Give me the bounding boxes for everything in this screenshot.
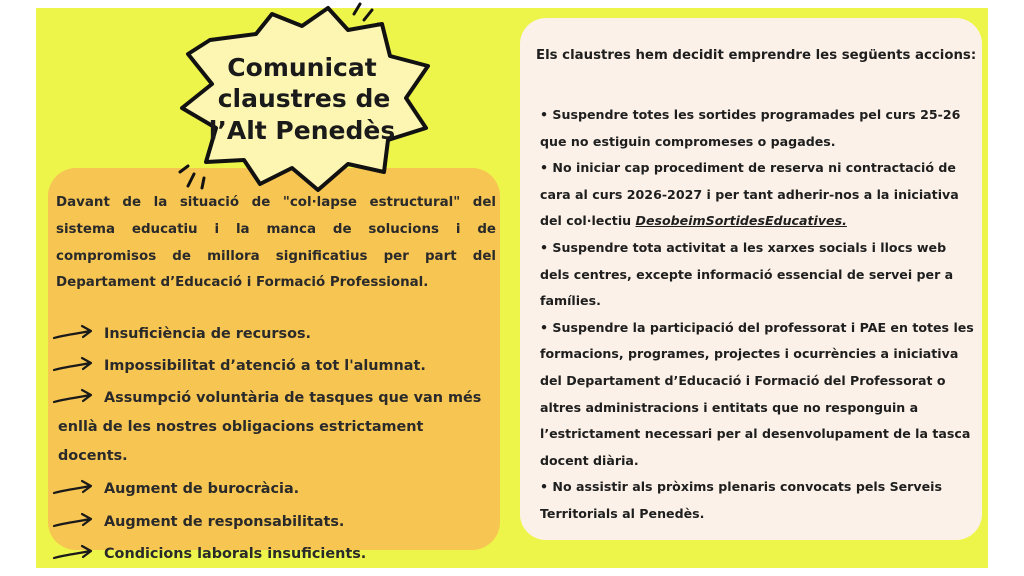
hand-drawn-arrow-icon <box>52 387 96 409</box>
action-item <box>540 315 976 475</box>
action-item <box>540 235 976 315</box>
badge-title-line-2: claustres de <box>217 84 391 113</box>
grievance-text: Insuficiència de recursos. <box>104 326 312 342</box>
hand-drawn-arrow-icon <box>52 323 96 345</box>
grievance-item <box>50 350 496 382</box>
action-text: • No iniciar cap procediment de reserva ni contractació de cara al curs 2026-2027 i per tant adherir-nos a la iniciativa del col·lectiu <box>540 160 959 229</box>
action-text: • Suspendre tota activitat a les xarxes socials i llocs web dels centres, excepte informació essencial de servei per a famílies. <box>540 239 954 309</box>
grievance-list <box>50 318 496 570</box>
action-text: • Suspendre la participació del professorat i PAE en totes les formacions, programes, projectes i ocurrències a iniciativa del Departament d’Educació i Formació del Professorat o altres administracions i entitats que no responguin a l’estrictament necessari per al desenvolupament de la tasca docent diària. <box>540 319 974 468</box>
action-text: • Suspendre totes les sortides programades pel curs 25-26 que no estiguin compromeses o pagades. <box>540 107 961 149</box>
grievance-text: Condicions laborals insuficients. <box>104 545 367 562</box>
hand-drawn-arrow-icon <box>52 355 96 377</box>
actions-heading: Els claustres hem decidit emprendre les següents accions: <box>536 48 977 63</box>
action-item <box>540 474 976 527</box>
grievance-text: Augment de responsabilitats. <box>104 513 345 530</box>
comunicat-badge <box>168 0 438 192</box>
grievance-item <box>50 473 496 505</box>
grievance-item <box>50 538 496 570</box>
badge-title-line-1: Comunicat <box>227 53 377 82</box>
grievance-item <box>50 506 496 538</box>
hand-drawn-arrow-icon <box>52 543 96 565</box>
grievance-item <box>50 382 496 473</box>
hand-drawn-arrow-icon <box>52 511 96 533</box>
grievance-text: Impossibilitat d’atenció a tot l'alumnat. <box>104 358 426 375</box>
intro-paragraph: Davant de la situació de "col·lapse estructural" del sistema educatiu i la manca de solucions i de compromisos de millora significatius per part del Departament d’Educació i Formació Professional. <box>56 195 496 291</box>
grievance-text-line-2: enllà de les nostres obligacions estrictament docents. <box>58 419 424 465</box>
grievance-item <box>50 318 496 350</box>
badge-title-line-3: l’Alt Penedès <box>208 116 396 145</box>
grievance-text-line-1: Assumpció voluntària de tasques que van més <box>104 390 482 407</box>
action-text: • No assistir als pròxims plenaris convocats pels Serveis Territorials al Penedès. <box>540 479 942 521</box>
action-item <box>540 102 976 155</box>
grievance-text: Augment de burocràcia. <box>104 481 300 498</box>
desobeim-hashtag-link[interactable]: DesobeimSortidesEducatives. <box>635 213 847 229</box>
action-item <box>540 155 976 235</box>
hand-drawn-arrow-icon <box>52 478 96 500</box>
actions-list <box>540 102 976 528</box>
